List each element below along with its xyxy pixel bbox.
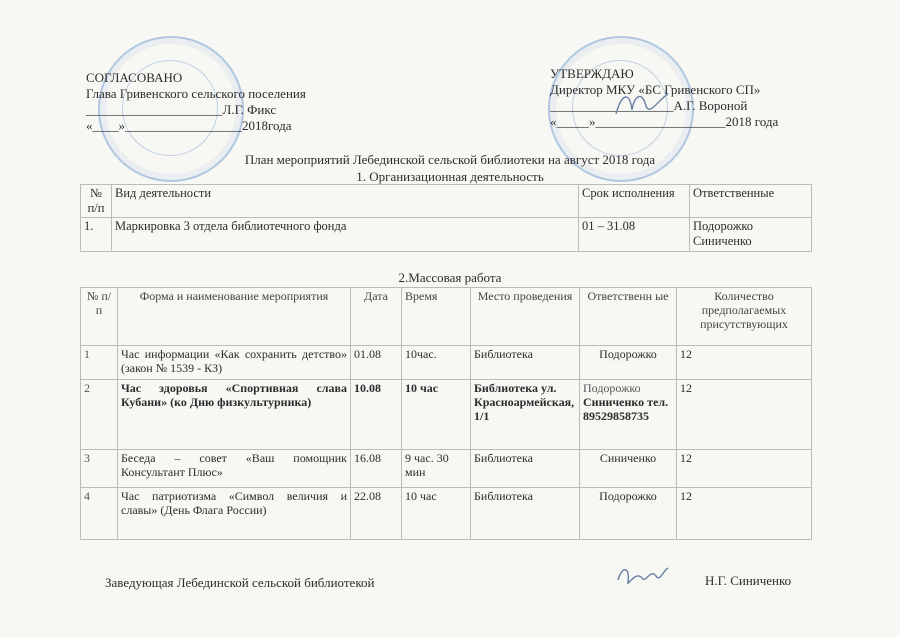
footer-signer: Н.Г. Синиченко xyxy=(705,573,792,588)
approval-left-block xyxy=(86,70,306,134)
event-attendance: 12 xyxy=(677,380,812,450)
table-row xyxy=(81,218,812,252)
approval-left-signer: _____________________Л.Г. Фикс xyxy=(86,102,277,117)
column-header: Количество предполагаемых присутствующих xyxy=(677,288,812,346)
approval-right-position: Директор МКУ «БС Гривенского СП» xyxy=(550,82,761,97)
column-header: Место проведения xyxy=(471,288,580,346)
column-header: № п/п xyxy=(81,288,118,346)
event-responsible xyxy=(580,380,677,450)
event-place: Библиотека ул. Красноармейская, 1/1 xyxy=(471,380,580,450)
row-number: 1. xyxy=(81,218,112,252)
director-signature xyxy=(612,88,672,120)
section1-title: 1. Организационная деятельность xyxy=(356,169,544,184)
head-librarian-signature xyxy=(612,558,672,594)
responsible-primary: Подорожко xyxy=(583,381,641,395)
mass-work-table xyxy=(80,287,812,540)
approval-left-heading: СОГЛАСОВАНО xyxy=(86,70,183,85)
column-header: Срок исполнения xyxy=(579,185,690,218)
event-place: Библиотека xyxy=(471,346,580,380)
approval-left-date: «____»__________________2018года xyxy=(86,118,292,133)
event-date: 01.08 xyxy=(351,346,402,380)
table-row xyxy=(81,450,812,488)
table-header-row xyxy=(81,185,812,218)
event-time: 10час. xyxy=(402,346,471,380)
event-name: Час патриотизма «Символ величия и славы» (День Флага России) xyxy=(118,488,351,540)
event-date: 10.08 xyxy=(351,380,402,450)
event-attendance: 12 xyxy=(677,450,812,488)
table-row xyxy=(81,346,812,380)
event-responsible: Подорожко xyxy=(580,488,677,540)
event-responsible: Синиченко xyxy=(580,450,677,488)
activity-responsible: Подорожко Синиченко xyxy=(690,218,812,252)
section2-title: 2.Массовая работа xyxy=(398,270,502,285)
footer-position: Заведующая Лебединской сельской библиотекой xyxy=(105,575,375,590)
activity-period: 01 – 31.08 xyxy=(579,218,690,252)
event-name: Беседа – совет «Ваш помощник Консультант Плюс» xyxy=(118,450,351,488)
column-header: Ответственн ые xyxy=(580,288,677,346)
event-date: 22.08 xyxy=(351,488,402,540)
row-number: 3 xyxy=(81,450,118,488)
approval-left-position: Глава Гривенского сельского поселения xyxy=(86,86,306,101)
organizational-activity-table xyxy=(80,184,812,252)
row-number: 2 xyxy=(81,380,118,450)
document-title: План мероприятий Лебединской сельской библиотеки на август 2018 года xyxy=(244,152,656,167)
column-header: Время xyxy=(402,288,471,346)
column-header: № п/п xyxy=(81,185,112,218)
table-row xyxy=(81,380,812,450)
approval-right-signer: ___________________А.Г. Вороной xyxy=(550,98,748,113)
event-place: Библиотека xyxy=(471,450,580,488)
row-number: 4 xyxy=(81,488,118,540)
event-time: 10 час xyxy=(402,380,471,450)
event-time: 9 час. 30 мин xyxy=(402,450,471,488)
event-responsible: Подорожко xyxy=(580,346,677,380)
event-date: 16.08 xyxy=(351,450,402,488)
row-number: 1 xyxy=(81,346,118,380)
approval-right-date: «_____»____________________2018 года xyxy=(550,114,779,129)
column-header: Вид деятельности xyxy=(112,185,579,218)
event-attendance: 12 xyxy=(677,488,812,540)
activity-name: Маркировка 3 отдела библиотечного фонда xyxy=(112,218,579,252)
column-header: Форма и наименование мероприятия xyxy=(118,288,351,346)
table-header-row xyxy=(81,288,812,346)
event-time: 10 час xyxy=(402,488,471,540)
event-name: Час здоровья «Спортивная слава Кубани» (ко Дню физкультурника) xyxy=(118,380,351,450)
event-place: Библиотека xyxy=(471,488,580,540)
column-header: Ответственные xyxy=(690,185,812,218)
event-attendance: 12 xyxy=(677,346,812,380)
event-name: Час информации «Как сохранить детство» (закон № 1539 - КЗ) xyxy=(118,346,351,380)
table-row xyxy=(81,488,812,540)
responsible-contact: Синиченко тел. 89529858735 xyxy=(583,395,669,423)
approval-right-heading: УТВЕРЖДАЮ xyxy=(550,66,634,81)
column-header: Дата xyxy=(351,288,402,346)
